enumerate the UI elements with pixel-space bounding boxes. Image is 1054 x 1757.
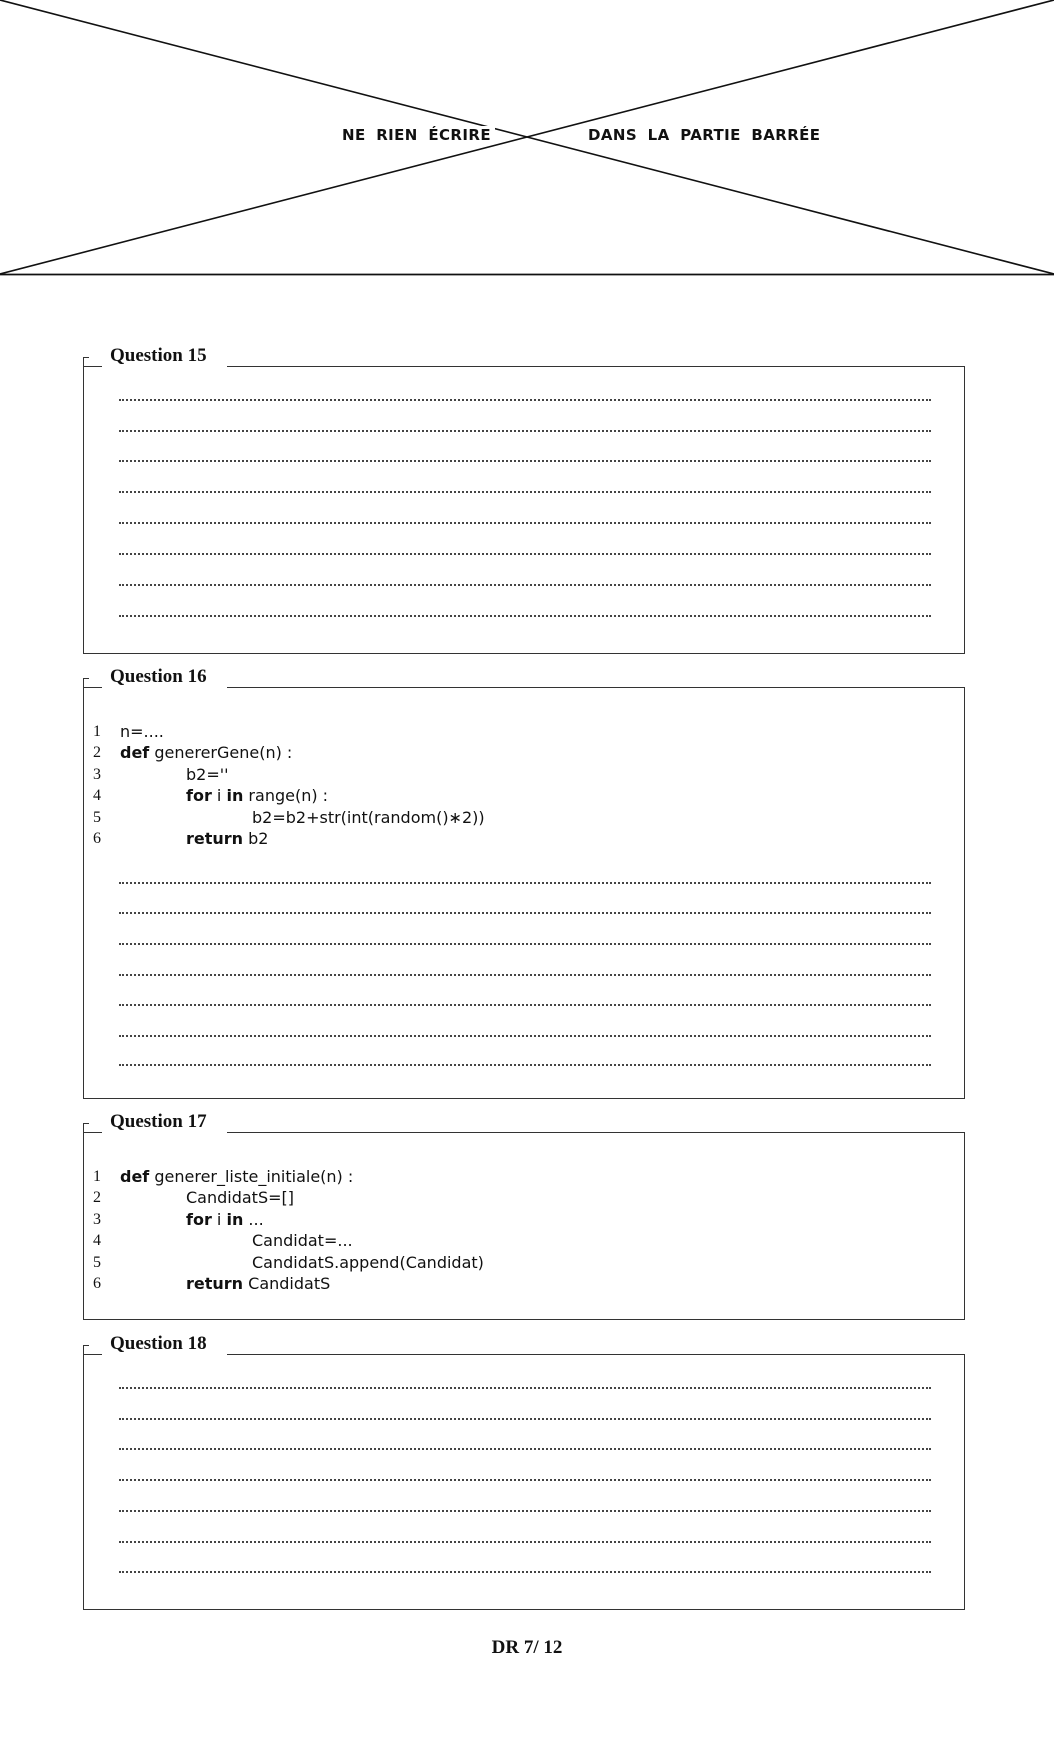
answer-line[interactable] — [119, 1004, 931, 1006]
line-number: 5 — [93, 808, 101, 826]
code-text: return b2 — [186, 828, 269, 848]
code-text: for i in ... — [186, 1209, 264, 1229]
line-number: 6 — [93, 829, 101, 847]
answer-line[interactable] — [119, 1571, 931, 1573]
frame-corner — [83, 678, 89, 679]
answer-line[interactable] — [119, 1448, 931, 1450]
code-text: def genererGene(n) : — [120, 743, 293, 763]
answer-line[interactable] — [119, 491, 931, 493]
answer-line[interactable] — [119, 1064, 931, 1066]
question-15-box — [83, 345, 965, 654]
page-number: DR 7/ 12 — [491, 1637, 563, 1658]
code-text: b2='' — [186, 764, 229, 784]
question-17-box — [83, 1111, 965, 1320]
keyword: in — [226, 786, 244, 806]
question-18-title: Question 18 — [102, 1332, 227, 1356]
barred-zone — [0, 0, 1054, 276]
answer-line[interactable] — [119, 943, 931, 945]
answer-line[interactable] — [119, 882, 931, 884]
answer-line[interactable] — [119, 1035, 931, 1037]
frame-corner — [83, 1345, 84, 1355]
answer-line[interactable] — [119, 399, 931, 401]
answer-line[interactable] — [119, 1510, 931, 1512]
answer-line[interactable] — [119, 1479, 931, 1481]
answer-line[interactable] — [119, 615, 931, 617]
keyword: return — [186, 1273, 244, 1293]
line-number: 1 — [93, 723, 101, 740]
answer-line[interactable] — [119, 974, 931, 976]
answer-line[interactable] — [119, 553, 931, 555]
frame-corner — [83, 357, 89, 358]
line-number: 3 — [93, 1210, 101, 1228]
answer-line[interactable] — [119, 430, 931, 432]
question-16-box — [83, 666, 965, 1099]
barred-zone-text-left: NE RIEN ÉCRIRE — [338, 126, 495, 144]
keyword: return — [186, 828, 244, 848]
answer-line[interactable] — [119, 584, 931, 586]
frame-corner — [83, 357, 84, 367]
answer-line[interactable] — [119, 912, 931, 914]
answer-line[interactable] — [119, 522, 931, 524]
frame-corner — [83, 1345, 89, 1346]
line-number: 1 — [93, 1168, 101, 1185]
frame-corner — [83, 1123, 89, 1124]
code-text: b2=b2+str(int(random()∗2)) — [252, 807, 485, 827]
code-text: return CandidatS — [186, 1273, 331, 1293]
line-number: 2 — [93, 1189, 101, 1207]
answer-line[interactable] — [119, 1387, 931, 1389]
question-18-box — [83, 1333, 965, 1610]
keyword: def — [120, 743, 150, 763]
code-text: CandidatS.append(Candidat) — [252, 1252, 484, 1272]
code-text: Candidat=... — [252, 1231, 353, 1251]
answer-line[interactable] — [119, 1541, 931, 1543]
barred-cross — [0, 0, 1054, 276]
line-number: 6 — [93, 1274, 101, 1292]
question-16-title: Question 16 — [102, 665, 227, 689]
frame-corner — [83, 1123, 84, 1133]
keyword: for — [186, 786, 212, 806]
line-number: 4 — [93, 1232, 101, 1250]
code-text: CandidatS=[] — [186, 1188, 294, 1208]
keyword: def — [120, 1167, 150, 1186]
code-text: def generer_liste_initiale(n) : — [120, 1167, 354, 1186]
code-text: for i in range(n) : — [186, 786, 329, 806]
answer-line[interactable] — [119, 1418, 931, 1420]
question-15-title: Question 15 — [102, 344, 227, 368]
answer-line[interactable] — [119, 460, 931, 462]
barred-zone-text-right: DANS LA PARTIE BARRÉE — [584, 126, 824, 144]
line-number: 5 — [93, 1253, 101, 1271]
code-text: n=.... — [120, 722, 164, 741]
line-number: 4 — [93, 787, 101, 805]
frame-corner — [83, 678, 84, 688]
keyword: in — [226, 1209, 244, 1229]
line-number: 2 — [93, 744, 101, 762]
line-number: 3 — [93, 765, 101, 783]
keyword: for — [186, 1209, 212, 1229]
question-17-title: Question 17 — [102, 1110, 227, 1134]
